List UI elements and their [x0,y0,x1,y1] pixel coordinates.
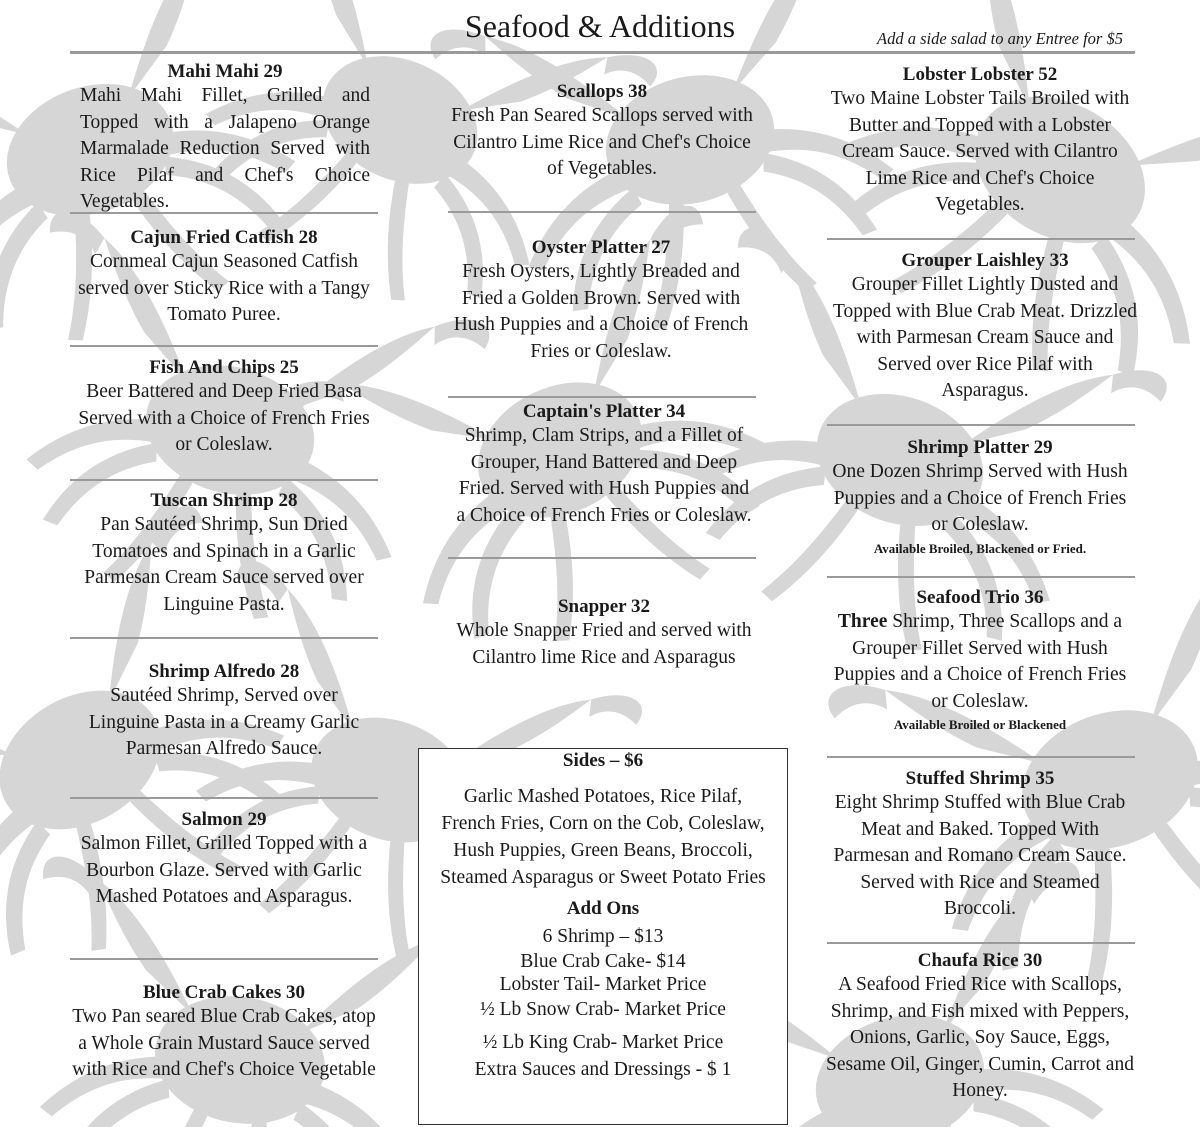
item-name: Captain's Platter 34 [522,401,686,422]
divider [827,756,1135,758]
item-name: Snapper 32 [557,596,651,617]
addons-title: Add Ons [566,898,640,919]
menu-item-salmon [66,808,382,911]
menu-item-tuscan-shrimp [66,489,382,618]
item-name: Salmon 29 [181,809,267,830]
item-name: Blue Crab Cakes 30 [142,982,306,1003]
sides-list: Garlic Mashed Potatoes, Rice Pilaf, French Fries, Corn on the Cob, Coleslaw, Hush Puppies, Green Beans, Broccoli, Steamed Asparagus or Sweet Potato Fries [440,786,766,888]
divider [70,479,378,481]
item-name: Lobster Lobster 52 [902,64,1058,85]
menu-item-stuffed-shrimp [830,767,1130,923]
item-name: Stuffed Shrimp 35 [905,768,1055,789]
addon-item: ½ Lb Snow Crab- Market Price [480,999,726,1020]
item-description: Grouper Fillet Lightly Dusted and Topped with Blue Crab Meat. Drizzled with Parmesan Cream Sauce and Served over Rice Pilaf with Asparagus. [832,274,1138,401]
addon-item: ½ Lb King Crab- Market Price [482,1032,724,1053]
addon-item: Lobster Tail- Market Price [499,974,707,995]
divider [827,576,1135,578]
item-name: Cajun Fried Catfish 28 [130,227,318,248]
item-description-bold: Three [837,611,888,632]
item-name: Mahi Mahi 29 [167,61,283,82]
item-description: Eight Shrimp Stuffed with Blue Crab Meat and Baked. Topped With Parmesan and Romano Cream Sauce. Served with Rice and Steamed Broccoli. [833,792,1127,919]
addon-item: Extra Sauces and Dressings - $ 1 [474,1059,732,1080]
menu-item-mahi-mahi [80,60,370,216]
item-description: Mahi Mahi Fillet, Grilled and Topped with a Jalapeno Orange Marmalade Reduction Served with Rice Pilaf and Chef's Choice Vegetables. [80,85,370,212]
addon-item: Blue Crab Cake- $14 [520,951,686,972]
menu-item-lobster-lobster [830,63,1130,219]
item-description: Fresh Pan Seared Scallops served with Cilantro Lime Rice and Chef's Choice of Vegetables. [451,105,753,179]
item-name: Shrimp Platter 29 [907,437,1053,458]
item-note: Available Broiled or Blackened [893,717,1067,732]
divider [827,238,1135,240]
divider [448,557,756,559]
item-description: Cornmeal Cajun Seasoned Catfish served over Sticky Rice with a Tangy Tomato Puree. [78,251,370,325]
menu-item-captains-platter [454,400,754,529]
item-description: Whole Snapper Fried and served with Cilantro lime Rice and Asparagus [456,620,752,668]
sides-title: Sides – $6 [562,750,644,771]
item-name: Shrimp Alfredo 28 [148,661,300,682]
item-description: Pan Sautéed Shrimp, Sun Dried Tomatoes and Spinach in a Garlic Parmesan Cream Sauce served over Linguine Pasta. [84,514,364,615]
item-name: Tuscan Shrimp 28 [150,490,298,511]
menu-item-cajun-fried-catfish [74,226,374,329]
divider [827,424,1135,426]
item-description [826,609,1134,715]
item-name: Seafood Trio 36 [916,587,1044,608]
side-salad-note: Add a side salad to any Entree for $5 [877,29,1123,48]
divider [70,637,378,639]
divider [70,958,378,960]
menu-item-seafood-trio [826,586,1134,735]
item-description: Two Maine Lobster Tails Broiled with Butter and Topped with a Lobster Cream Sauce. Served with Cilantro Lime Rice and Chef's Choice Vegetables. [830,88,1130,215]
divider [827,942,1135,944]
item-description: Two Pan seared Blue Crab Cakes, atop a Whole Grain Mustard Sauce served with Rice and Chef's Choice Vegetable [72,1006,376,1080]
menu-item-scallops [450,80,754,183]
menu-item-fish-and-chips [70,356,378,459]
item-description: Sautéed Shrimp, Served over Linguine Pasta in a Creamy Garlic Parmesan Alfredo Sauce. [88,685,360,759]
divider [70,797,378,799]
menu-item-shrimp-alfredo [78,660,370,763]
menu-item-snapper [454,595,754,671]
item-description: Salmon Fillet, Grilled Topped with a Bourbon Glaze. Served with Garlic Mashed Potatoes and Asparagus. [80,833,368,907]
divider [70,212,378,214]
divider [448,396,756,398]
divider [448,211,756,213]
item-description: Shrimp, Clam Strips, and a Fillet of Grouper, Hand Battered and Deep Fried. Served with Hush Puppies and a Choice of French Fries or Coleslaw. [456,425,752,526]
item-description: One Dozen Shrimp Served with Hush Puppies and a Choice of French Fries or Coleslaw. [832,461,1128,535]
item-description: Fresh Oysters, Lightly Breaded and Fried a Golden Brown. Served with Hush Puppies and a Choice of French Fries or Coleslaw. [453,261,749,362]
item-description-rest: Shrimp, Three Scallops and a Grouper Fillet Served with Hush Puppies and a Choice of French Fries or Coleslaw. [833,611,1127,712]
menu-item-shrimp-platter [830,436,1130,559]
item-name: Scallops 38 [556,81,648,102]
item-name: Chaufa Rice 30 [917,950,1043,971]
item-note: Available Broiled, Blackened or Fried. [873,540,1087,556]
item-description: Beer Battered and Deep Fried Basa Served with a Choice of French Fries or Coleslaw. [78,381,370,455]
divider [70,345,378,347]
title-divider [70,51,1135,54]
item-name: Fish And Chips 25 [149,357,299,378]
menu-item-grouper-laishley [832,249,1138,405]
sides-and-addons-box [418,748,788,1125]
item-name: Grouper Laishley 33 [901,250,1069,271]
page-title: Seafood & Additions [464,8,736,44]
item-name: Oyster Platter 27 [531,237,671,258]
menu-item-oyster-platter [442,236,760,365]
addon-item: 6 Shrimp – $13 [542,926,664,947]
menu-item-chaufa-rice [826,949,1134,1105]
item-description: A Seafood Fried Rice with Scallops, Shrimp, and Fish mixed with Peppers, Onions, Garlic, Soy Sauce, Eggs, Sesame Oil, Ginger, Cumin, Carrot and Honey. [826,974,1134,1101]
menu-item-blue-crab-cakes [70,981,378,1084]
